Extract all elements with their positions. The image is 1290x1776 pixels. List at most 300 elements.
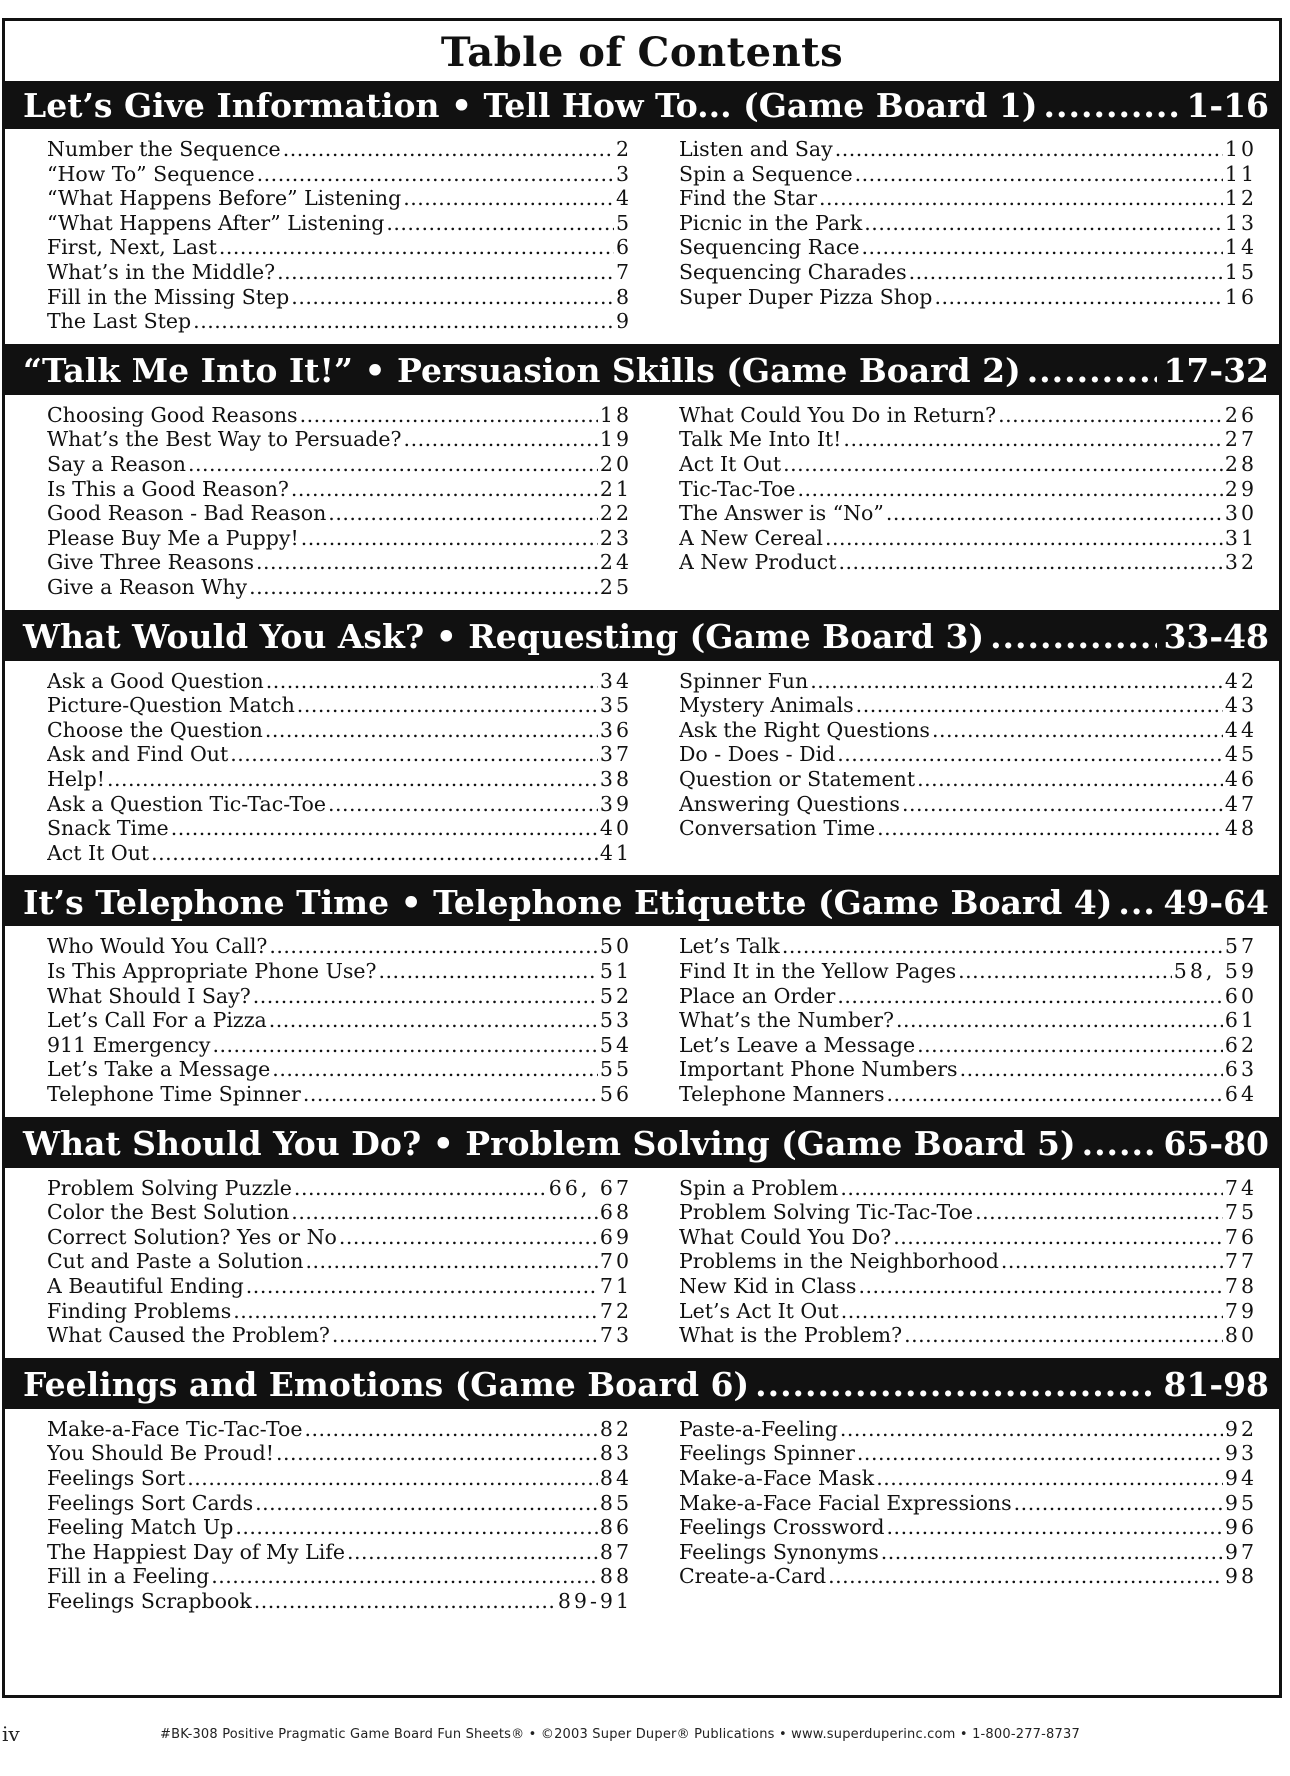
entry-page: 84: [599, 1465, 632, 1490]
entry-label: Answering Questions: [679, 791, 900, 816]
toc-entry: [47, 452, 632, 477]
entry-label: What is the Problem?: [679, 1323, 903, 1348]
dot-leader: [810, 669, 1223, 694]
dot-leader: [819, 186, 1223, 211]
entry-page: 92: [1224, 1416, 1257, 1441]
toc-entry: [679, 1491, 1257, 1516]
toc-entry: [679, 403, 1257, 428]
entry-label: The Last Step: [47, 309, 192, 334]
entry-page: 55: [599, 1057, 632, 1082]
dot-leader: [235, 1515, 598, 1540]
entry-label: Spin a Problem: [679, 1175, 839, 1200]
toc-entry: [679, 1200, 1257, 1225]
dot-leader: [917, 1033, 1223, 1058]
dot-leader: [783, 452, 1223, 477]
entry-page: 63: [1224, 1057, 1257, 1082]
section-page-range: 1-16: [1186, 85, 1269, 125]
entry-page: 15: [1224, 259, 1257, 284]
toc-entry: [47, 526, 632, 551]
entry-page: 14: [1224, 235, 1257, 260]
dot-leader: [837, 742, 1223, 767]
section-header: [5, 81, 1279, 129]
right-column: [679, 934, 1257, 1106]
dot-leader: [840, 1417, 1223, 1442]
entry-page: 69: [599, 1224, 632, 1249]
entry-label: What Could You Do in Return?: [679, 402, 997, 427]
dot-leader: [917, 767, 1223, 792]
section-header: [5, 1120, 1279, 1168]
dot-leader: [303, 1082, 598, 1107]
entry-page: 13: [1224, 210, 1257, 235]
toc-entry: [679, 1249, 1257, 1274]
toc-entry: [47, 137, 632, 162]
entry-page: 83: [599, 1441, 632, 1466]
dot-leader: [835, 137, 1223, 162]
entry-page: 62: [1224, 1032, 1257, 1057]
toc-entry: [679, 767, 1257, 792]
dot-leader: [843, 427, 1222, 452]
toc-entry: [679, 1323, 1257, 1348]
toc-entry: [679, 427, 1257, 452]
section-page-range: 49-64: [1163, 882, 1269, 922]
entry-label: Conversation Time: [679, 816, 876, 841]
toc-entry: [47, 669, 632, 694]
entry-page: 76: [1224, 1224, 1257, 1249]
toc-entry: [47, 575, 632, 600]
entry-page: 40: [599, 816, 632, 841]
dot-leader: [171, 816, 598, 841]
entry-label: Help!: [47, 766, 105, 791]
entry-label: Problem Solving Puzzle: [47, 1175, 292, 1200]
entry-label: Number the Sequence: [47, 137, 281, 161]
section-title: It’s Telephone Time • Telephone Etiquette (Game Board 4): [23, 882, 1113, 922]
toc-entry: [47, 1082, 632, 1107]
dot-leader: [909, 260, 1223, 285]
dot-leader: [272, 1057, 598, 1082]
left-column: [47, 137, 632, 334]
entry-label: Good Reason - Bad Reason: [47, 501, 327, 526]
entry-page: 68: [599, 1200, 632, 1225]
dot-leader: [975, 1200, 1223, 1225]
dot-leader: [347, 1540, 598, 1565]
entry-label: A New Cereal: [679, 525, 823, 550]
entry-page: 48: [1224, 816, 1257, 841]
section-page-range: 33-48: [1163, 617, 1269, 657]
entry-page: 23: [599, 525, 632, 550]
toc-entry: [47, 1008, 632, 1033]
toc-entry: [679, 1441, 1257, 1466]
entry-label: Super Duper Pizza Shop: [679, 284, 933, 309]
dot-leader: [253, 984, 598, 1009]
toc-entry: [679, 1515, 1257, 1540]
entry-page: 7: [615, 259, 632, 284]
entry-label: What Should I Say?: [47, 983, 251, 1008]
toc-entry: [679, 718, 1257, 743]
section-header: [5, 613, 1279, 661]
dot-leader: [893, 1225, 1223, 1250]
entry-label: Let’s Call For a Pizza: [47, 1008, 267, 1033]
entry-page: 66, 67: [548, 1175, 632, 1200]
entry-page: 11: [1224, 161, 1257, 186]
dot-leader: [1027, 351, 1158, 390]
entry-page: 53: [599, 1008, 632, 1033]
dot-leader: [107, 767, 598, 792]
toc-section: [5, 347, 1279, 613]
toc-sections: [5, 81, 1279, 1624]
dot-leader: [855, 162, 1223, 187]
toc-entry: [47, 1249, 632, 1274]
entry-label: Find the Star: [679, 186, 818, 211]
dot-leader: [291, 1200, 598, 1225]
toc-entry: [679, 162, 1257, 187]
footer-publisher-info: #BK-308 Positive Pragmatic Game Board Fun Sheets® • ©2003 Super Duper® Publications • www.superduperinc.com • 1-800-277-8737: [160, 1727, 1080, 1742]
entry-page: 35: [599, 693, 632, 718]
entry-page: 78: [1224, 1273, 1257, 1298]
entry-page: 22: [599, 501, 632, 526]
right-column: [679, 403, 1257, 600]
entry-page: 52: [599, 983, 632, 1008]
entry-label: Create-a-Card: [679, 1564, 827, 1589]
section-entries: [5, 1168, 1279, 1358]
dot-leader: [188, 452, 598, 477]
section-entries: [5, 926, 1279, 1116]
dot-leader: [305, 1249, 597, 1274]
entry-page: 25: [599, 574, 632, 599]
entry-label: Give Three Reasons: [47, 550, 254, 575]
dot-leader: [934, 285, 1222, 310]
entry-page: 18: [599, 402, 632, 427]
section-page-range: 81-98: [1163, 1365, 1269, 1405]
entry-label: Sequencing Charades: [679, 259, 907, 284]
entry-page: 75: [1224, 1200, 1257, 1225]
toc-entry: [47, 1200, 632, 1225]
toc-entry: [47, 841, 632, 866]
toc-entry: [47, 477, 632, 502]
entry-label: What’s the Best Way to Persuade?: [47, 427, 402, 452]
entry-page: 54: [599, 1032, 632, 1057]
toc-entry: [679, 1225, 1257, 1250]
entry-page: 24: [599, 550, 632, 575]
entry-label: Fill in the Missing Step: [47, 284, 290, 309]
entry-label: Snack Time: [47, 816, 169, 841]
entry-label: Problems in the Neighborhood: [679, 1249, 999, 1274]
left-column: [47, 1417, 632, 1614]
entry-page: 47: [1224, 791, 1257, 816]
toc-entry: [47, 550, 632, 575]
entry-label: “How To” Sequence: [47, 161, 255, 186]
toc-entry: [679, 211, 1257, 236]
dot-leader: [1082, 1124, 1158, 1163]
entry-page: 41: [599, 840, 632, 865]
dot-leader: [187, 1466, 598, 1491]
left-column: [47, 1176, 632, 1348]
entry-label: 911 Emergency: [47, 1032, 211, 1057]
dot-leader: [283, 137, 614, 162]
entry-label: Paste-a-Feeling: [679, 1416, 838, 1441]
dot-leader: [1044, 86, 1181, 125]
entry-label: Make-a-Face Mask: [679, 1465, 875, 1490]
dot-leader: [246, 1274, 598, 1299]
entry-page: 58, 59: [1173, 958, 1257, 983]
toc-entry: [679, 1466, 1257, 1491]
entry-label: Let’s Act It Out: [679, 1298, 839, 1323]
entry-page: 97: [1224, 1539, 1257, 1564]
toc-entry: [679, 1057, 1257, 1082]
entry-page: 95: [1224, 1490, 1257, 1515]
entry-label: Telephone Time Spinner: [47, 1081, 301, 1106]
section-page-range: 17-32: [1163, 351, 1269, 391]
page-footer: [0, 1720, 1290, 1750]
toc-entry: [679, 959, 1257, 984]
dot-leader: [998, 403, 1223, 428]
entry-label: The Happiest Day of My Life: [47, 1539, 346, 1564]
dot-leader: [297, 693, 598, 718]
dot-leader: [265, 718, 598, 743]
toc-entry: [47, 742, 632, 767]
entry-label: Question or Statement: [679, 766, 916, 791]
dot-leader: [301, 526, 598, 551]
dot-leader: [255, 1491, 598, 1516]
entry-page: 98: [1224, 1564, 1257, 1589]
section-entries: [5, 395, 1279, 610]
entry-label: Please Buy Me a Puppy!: [47, 525, 299, 550]
dot-leader: [294, 1176, 547, 1201]
entry-label: Feelings Sort: [47, 1465, 186, 1490]
entry-page: 9: [615, 309, 632, 334]
entry-page: 73: [599, 1323, 632, 1348]
entry-page: 89-91: [557, 1588, 632, 1613]
entry-label: Spin a Sequence: [679, 161, 853, 186]
entry-label: Fill in a Feeling: [47, 1564, 210, 1589]
toc-entry: [47, 260, 632, 285]
entry-label: Telephone Manners: [679, 1081, 885, 1106]
toc-entry: [47, 1323, 632, 1348]
entry-page: 80: [1224, 1323, 1257, 1348]
entry-label: New Kid in Class: [679, 1273, 857, 1298]
entry-label: A New Product: [679, 550, 837, 575]
entry-page: 96: [1224, 1515, 1257, 1540]
dot-leader: [328, 501, 598, 526]
toc-section: [5, 878, 1279, 1119]
toc-entry: [679, 1540, 1257, 1565]
entry-page: 12: [1224, 186, 1257, 211]
entry-page: 16: [1224, 284, 1257, 309]
entry-label: What’s in the Middle?: [47, 259, 276, 284]
entry-page: 50: [599, 934, 632, 959]
entry-label: Find It in the Yellow Pages: [679, 958, 957, 983]
toc-entry: [47, 1225, 632, 1250]
entry-label: Feelings Crossword: [679, 1515, 885, 1540]
entry-label: Feelings Scrapbook: [47, 1588, 252, 1613]
entry-page: 70: [599, 1249, 632, 1274]
section-title: “Talk Me Into It!” • Persuasion Skills (Game Board 2): [23, 351, 1021, 391]
entry-page: 74: [1224, 1175, 1257, 1200]
entry-label: Let’s Take a Message: [47, 1057, 271, 1082]
dot-leader: [825, 526, 1223, 551]
entry-label: Listen and Say: [679, 137, 833, 161]
toc-section: [5, 1361, 1279, 1624]
section-entries: [5, 1409, 1279, 1624]
dot-leader: [840, 1176, 1223, 1201]
entry-label: The Answer is “No”: [679, 501, 884, 526]
section-header: [5, 1361, 1279, 1409]
entry-page: 26: [1224, 402, 1257, 427]
entry-page: 60: [1224, 983, 1257, 1008]
toc-entry: [679, 1299, 1257, 1324]
dot-leader: [886, 501, 1223, 526]
right-column: [679, 1176, 1257, 1348]
entry-label: Picnic in the Park: [679, 210, 863, 235]
dot-leader: [266, 669, 598, 694]
entry-page: 39: [599, 791, 632, 816]
toc-entry: [47, 1564, 632, 1589]
toc-entry: [47, 767, 632, 792]
dot-leader: [339, 1225, 598, 1250]
toc-entry: [47, 1057, 632, 1082]
dot-leader: [276, 1441, 598, 1466]
dot-leader: [269, 934, 598, 959]
entry-page: 3: [615, 161, 632, 186]
dot-leader: [828, 1564, 1223, 1589]
toc-entry: [679, 693, 1257, 718]
toc-entry: [47, 501, 632, 526]
entry-label: “What Happens After” Listening: [47, 210, 385, 235]
entry-page: 30: [1224, 501, 1257, 526]
dot-leader: [404, 427, 598, 452]
dot-leader: [755, 1365, 1157, 1404]
entry-label: Ask a Good Question: [47, 668, 264, 693]
dot-leader: [257, 162, 614, 187]
toc-section: [5, 81, 1279, 347]
dot-leader: [932, 718, 1223, 743]
dot-leader: [837, 984, 1223, 1009]
toc-entry: [679, 260, 1257, 285]
dot-leader: [841, 1299, 1223, 1324]
section-header: [5, 878, 1279, 926]
dot-leader: [328, 792, 598, 817]
toc-entry: [47, 1176, 632, 1201]
dot-leader: [861, 235, 1222, 260]
toc-entry: [47, 959, 632, 984]
entry-page: 71: [599, 1273, 632, 1298]
toc-frame: [2, 18, 1282, 1698]
dot-leader: [256, 550, 598, 575]
entry-page: 82: [599, 1416, 632, 1441]
entry-page: 87: [599, 1539, 632, 1564]
dot-leader: [990, 617, 1157, 656]
toc-entry: [679, 816, 1257, 841]
entry-page: 8: [615, 284, 632, 309]
toc-entry: [47, 309, 632, 334]
entry-label: Problem Solving Tic-Tac-Toe: [679, 1200, 974, 1225]
page-title: Table of Contents: [440, 29, 844, 76]
toc-entry: [679, 742, 1257, 767]
dot-leader: [876, 1466, 1223, 1491]
entry-page: 45: [1224, 742, 1257, 767]
entry-page: 19: [599, 427, 632, 452]
entry-page: 38: [599, 766, 632, 791]
dot-leader: [887, 1082, 1223, 1107]
entry-label: Act It Out: [679, 451, 782, 476]
dot-leader: [249, 575, 598, 600]
entry-label: Make-a-Face Tic-Tac-Toe: [47, 1416, 303, 1441]
entry-page: 43: [1224, 693, 1257, 718]
entry-page: 20: [599, 451, 632, 476]
entry-label: Correct Solution? Yes or No: [47, 1224, 337, 1249]
toc-entry: [679, 285, 1257, 310]
entry-label: Feelings Sort Cards: [47, 1490, 254, 1515]
toc-entry: [47, 984, 632, 1009]
dot-leader: [193, 309, 614, 334]
toc-entry: [47, 427, 632, 452]
entry-label: What Could You Do?: [679, 1224, 892, 1249]
section-title: Feelings and Emotions (Game Board 6): [23, 1365, 750, 1405]
entry-page: 64: [1224, 1081, 1257, 1106]
entry-label: Finding Problems: [47, 1298, 232, 1323]
toc-entry: [679, 1082, 1257, 1107]
toc-entry: [47, 816, 632, 841]
toc-entry: [47, 1589, 632, 1614]
toc-entry: [679, 137, 1257, 162]
section-entries: [5, 129, 1279, 344]
entry-page: 21: [599, 476, 632, 501]
toc-entry: [679, 452, 1257, 477]
toc-entry: [47, 235, 632, 260]
toc-entry: [47, 162, 632, 187]
entry-label: Cut and Paste a Solution: [47, 1249, 304, 1274]
entry-label: Ask a Question Tic-Tac-Toe: [47, 791, 326, 816]
dot-leader: [858, 1274, 1222, 1299]
entry-label: Do - Does - Did: [679, 742, 836, 767]
entry-label: Choosing Good Reasons: [47, 402, 298, 427]
dot-leader: [211, 1564, 598, 1589]
entry-label: Tic-Tac-Toe: [679, 476, 796, 501]
entry-label: Picture-Question Match: [47, 693, 295, 718]
dot-leader: [233, 1299, 598, 1324]
entry-page: 46: [1224, 766, 1257, 791]
entry-label: What’s the Number?: [679, 1008, 894, 1033]
dot-leader: [896, 1008, 1223, 1033]
entry-label: Choose the Question: [47, 717, 263, 742]
toc-entry: [679, 1417, 1257, 1442]
entry-page: 31: [1224, 525, 1257, 550]
entry-label: Feelings Synonyms: [679, 1539, 879, 1564]
entry-label: Color the Best Solution: [47, 1200, 290, 1225]
toc-entry: [679, 1274, 1257, 1299]
section-entries: [5, 661, 1279, 876]
entry-label: Give a Reason Why: [47, 574, 248, 599]
left-column: [47, 403, 632, 600]
entry-page: 93: [1224, 1441, 1257, 1466]
entry-page: 72: [599, 1298, 632, 1323]
entry-label: Act It Out: [47, 840, 150, 865]
dot-leader: [277, 260, 614, 285]
entry-label: Feeling Match Up: [47, 1515, 234, 1540]
dot-leader: [291, 477, 598, 502]
entry-page: 51: [599, 958, 632, 983]
toc-entry: [47, 1417, 632, 1442]
toc-entry: [47, 186, 632, 211]
entry-page: 42: [1224, 668, 1257, 693]
toc-section: [5, 613, 1279, 879]
section-title: What Would You Ask? • Requesting (Game Board 3): [23, 617, 985, 657]
entry-label: Who Would You Call?: [47, 934, 268, 959]
toc-entry: [47, 1441, 632, 1466]
dot-leader: [403, 186, 614, 211]
entry-label: “What Happens Before” Listening: [47, 186, 402, 211]
section-page-range: 65-80: [1163, 1124, 1269, 1164]
entry-page: 5: [615, 210, 632, 235]
